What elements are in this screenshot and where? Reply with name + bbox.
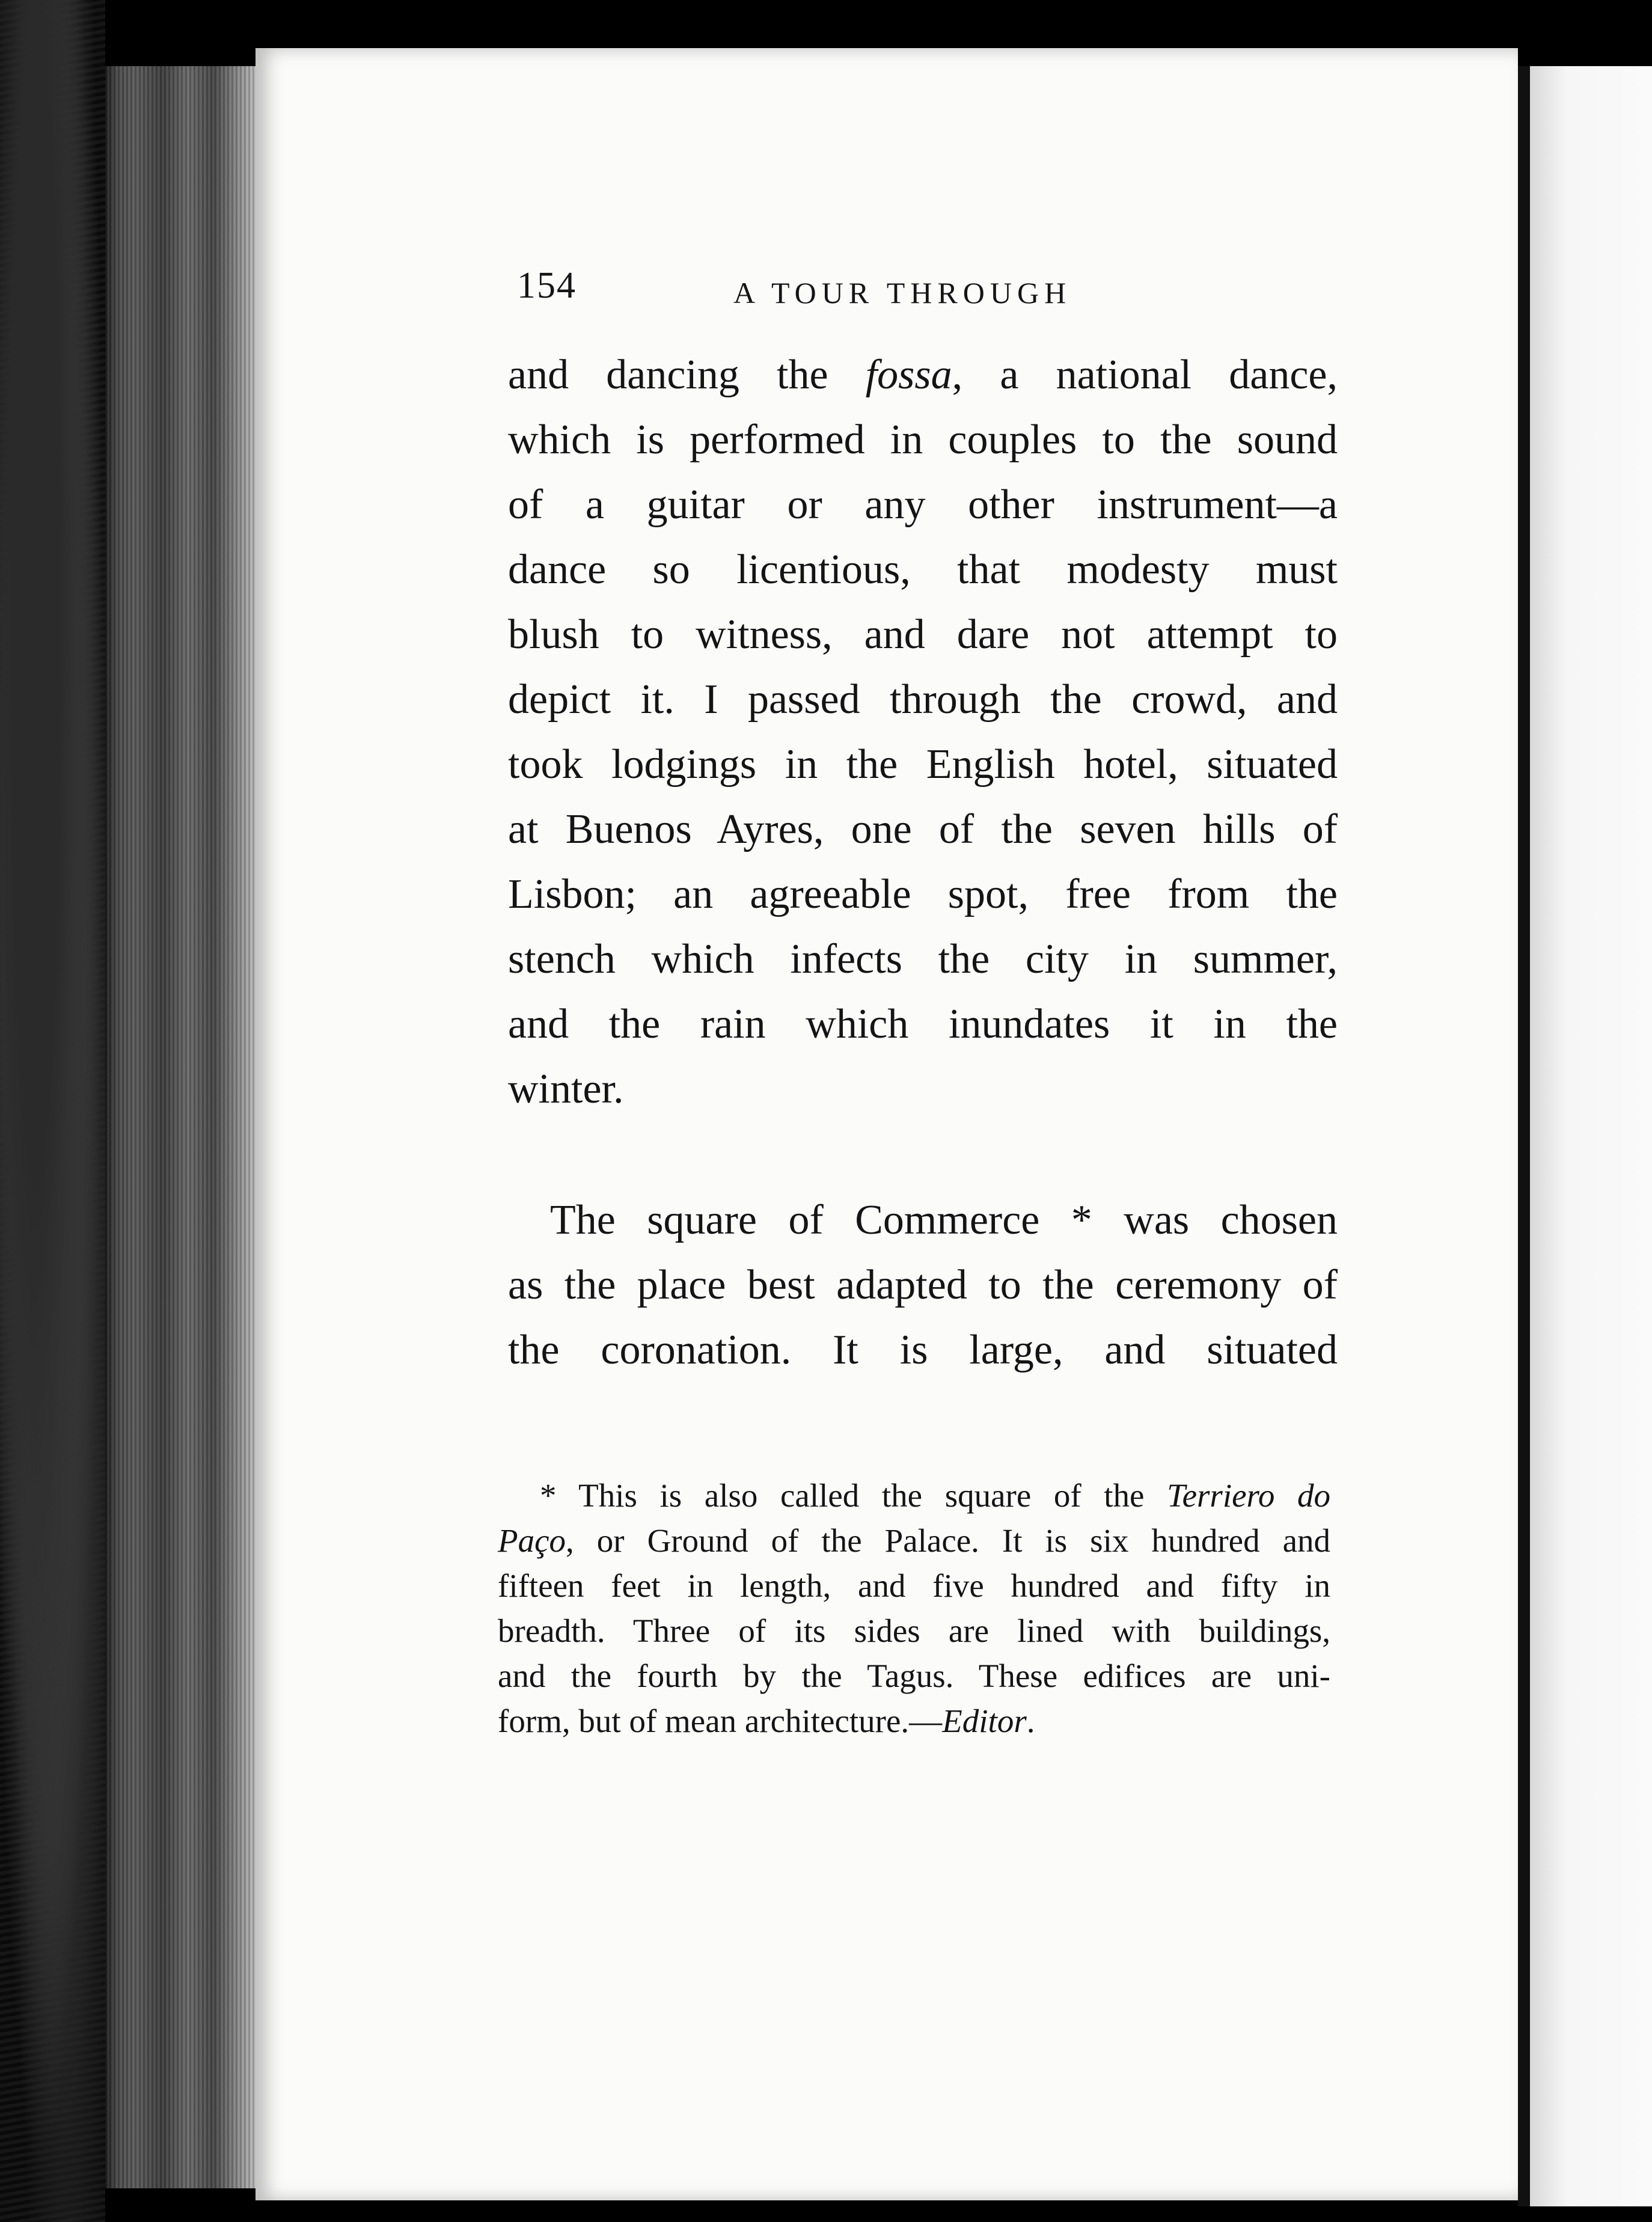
footnote bbox=[498, 1473, 1330, 1743]
text-line: took lodgings in the English hotel, situated bbox=[508, 741, 1338, 788]
footnote-line: fifteen feet in length, and five hundred and fifty in bbox=[498, 1567, 1330, 1604]
footnote-line: and the fourth by the Tagus. These edifices are uni- bbox=[498, 1657, 1330, 1694]
text-line: stench which infects the city in summer, bbox=[508, 936, 1338, 982]
text-line: winter. bbox=[508, 1066, 624, 1112]
page-edges bbox=[105, 66, 255, 2188]
paragraph-2 bbox=[508, 1188, 1338, 1383]
body-text bbox=[508, 343, 1338, 1383]
footnote-line: form, but of mean architecture.—Editor. bbox=[498, 1703, 1035, 1739]
paragraph-1 bbox=[508, 343, 1338, 1122]
running-head: A TOUR THROUGH bbox=[733, 276, 1072, 310]
gutter-shadow bbox=[1518, 66, 1530, 2206]
text-line: the coronation. It is large, and situated bbox=[508, 1327, 1338, 1373]
text-line: and dancing the fossa, a national dance, bbox=[508, 352, 1338, 398]
text-line: of a guitar or any other instrument—a bbox=[508, 482, 1338, 528]
footnote-line: * This is also called the square of the Terriero do bbox=[540, 1477, 1330, 1514]
text-line: which is performed in couples to the sound bbox=[508, 417, 1338, 463]
footnote-line: breadth. Three of its sides are lined with buildings, bbox=[498, 1612, 1330, 1649]
page-number: 154 bbox=[517, 265, 577, 306]
text-line: as the place best adapted to the ceremony of bbox=[508, 1262, 1338, 1308]
text-line: blush to witness, and dare not attempt to bbox=[508, 611, 1338, 658]
text-line: dance so licentious, that modesty must bbox=[508, 546, 1338, 593]
facing-page-edge bbox=[1530, 66, 1652, 2206]
marbled-binding bbox=[0, 0, 105, 2222]
page-header bbox=[517, 265, 1142, 319]
text-line: Lisbon; an agreeable spot, free from the bbox=[508, 871, 1338, 917]
footnote-line: Paço, or Ground of the Palace. It is six hundred and bbox=[498, 1522, 1330, 1559]
text-line: at Buenos Ayres, one of the seven hills of bbox=[508, 806, 1338, 852]
text-line: and the rain which inundates it in the bbox=[508, 1001, 1338, 1047]
text-line: The square of Commerce * was chosen bbox=[550, 1197, 1338, 1243]
text-line: depict it. I passed through the crowd, and bbox=[508, 676, 1338, 723]
